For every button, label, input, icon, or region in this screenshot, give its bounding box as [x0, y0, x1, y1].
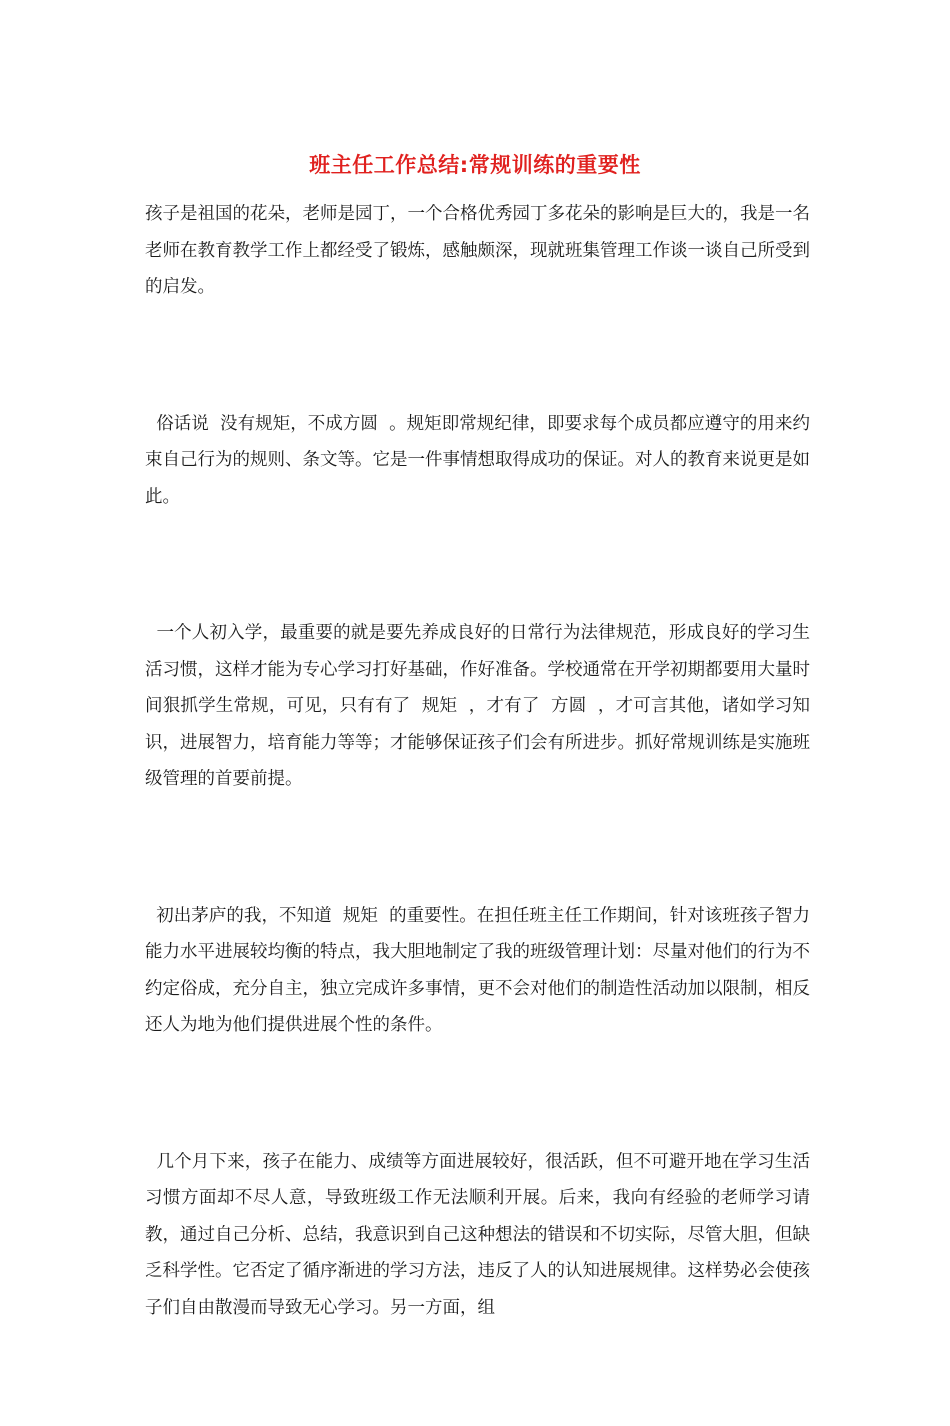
paragraph-1: 孩子是祖国的花朵，老师是园丁，一个合格优秀园丁多花朵的影响是巨大的，我是一名老师在教育教学工作上都经受了锻炼，感触颇深，现就班集管理工作谈一谈自己所受到的启发。 [145, 204, 810, 297]
paragraph-2: 俗话说 没有规矩，不成方圆 。规矩即常规纪律，即要求每个成员都应遵守的用来约束自己行为的规则、条文等。它是一件事情想取得成功的保证。对人的教育来说更是如此。 [145, 413, 810, 507]
document-body [145, 196, 810, 1426]
document-title: 班主任工作总结:常规训练的重要性 [309, 153, 641, 177]
paragraph-4: 初出茅庐的我，不知道 规矩 的重要性。在担任班主任工作期间，针对该班孩子智力能力水平进展较均衡的特点，我大胆地制定了我的班级管理计划：尽量对他们的行为不约定俗成，充分自主，独立完成许多事情，更不会对他们的制造性活动加以限制，相反还人为地为他们提供进展个性的条件。 [145, 905, 810, 1035]
paragraph-5: 几个月下来，孩子在能力、成绩等方面进展较好，很活跃，但不可避开地在学习生活习惯方面却不尽人意，导致班级工作无法顺利开展。后来，我向有经验的老师学习请教，通过自己分析、总结，我意识到自己这种想法的错误和不切实际，尽管大胆，但缺乏科学性。它否定了循序渐进的学习方法，违反了人的认知进展规律。这样势必会使孩子们自由散漫而导致无心学习。另一方面，组 [145, 1151, 810, 1318]
paragraph-3: 一个人初入学，最重要的就是要先养成良好的日常行为法律规范，形成良好的学习生活习惯，这样才能为专心学习打好基础，作好准备。学校通常在开学初期都要用大量时间狠抓学生常规，可见，只有有了 规矩 ，才有了 方圆 ，才可言其他，诸如学习知识，进展智力，培育能力等等；才能够保证孩子们会有所进步。抓好常规训练是实施班级管理的首要前提。 [145, 623, 810, 789]
